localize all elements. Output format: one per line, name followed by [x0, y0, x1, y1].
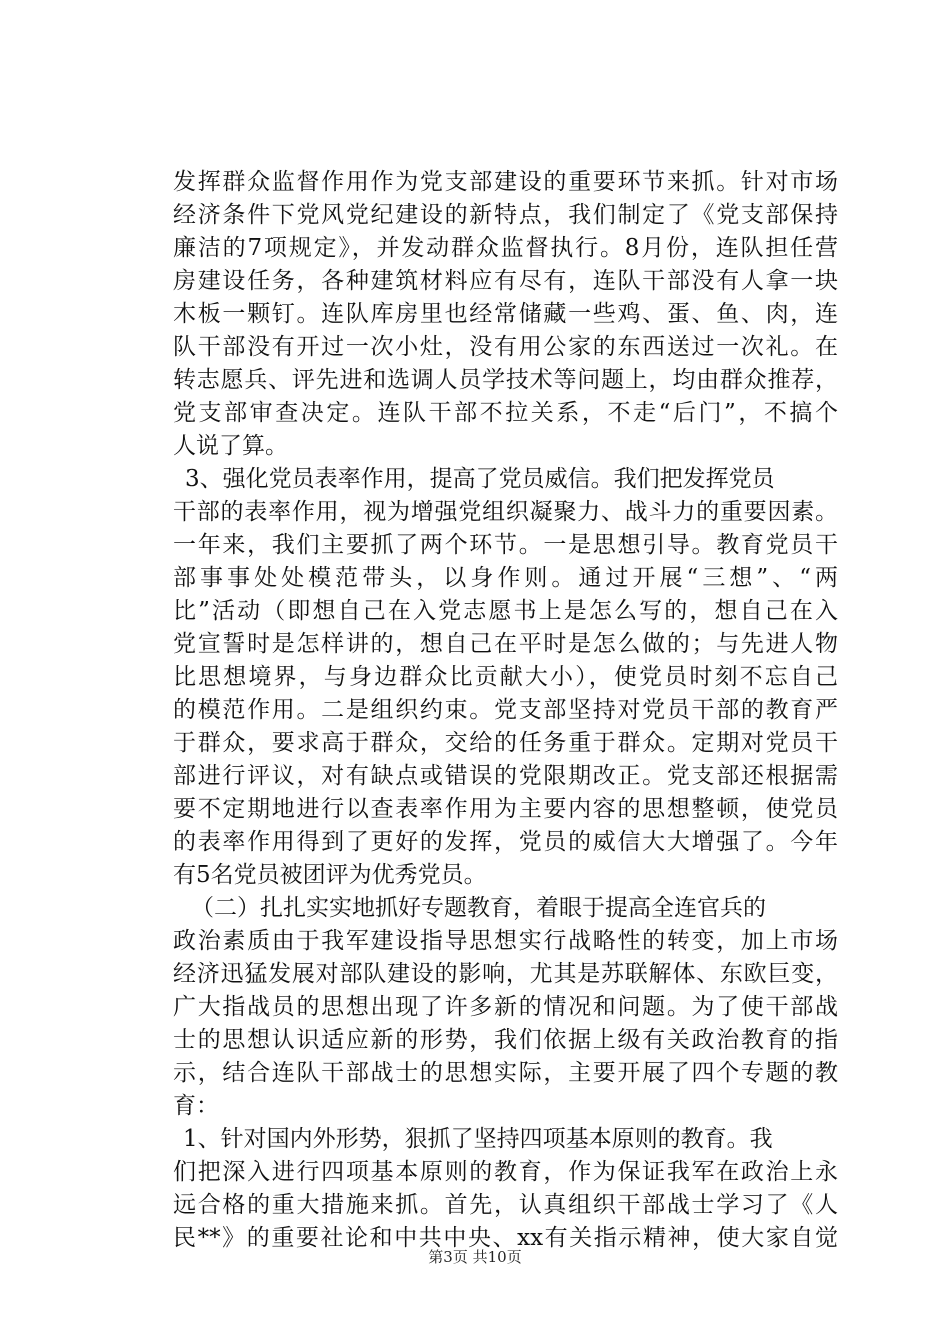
text-line: 廉洁的7项规定》，并发动群众监督执行。8月份，连队担任营: [173, 235, 838, 261]
text-line: 们把深入进行四项基本原则的教育，作为保证我军在政治上永: [173, 1159, 838, 1185]
text-line: 人说了算。: [173, 433, 288, 459]
text-line: 比思想境界，与身边群众比贡献大小），使党员时刻不忘自己: [173, 664, 838, 690]
text-line: 有5名党员被团评为优秀党员。: [173, 862, 487, 888]
text-line: 示，结合连队干部战士的思想实际，主要开展了四个专题的教: [173, 1060, 838, 1086]
text-line: 政治素质由于我军建设指导思想实行战略性的转变，加上市场: [173, 928, 838, 954]
text-line: 的模范作用。二是组织约束。党支部坚持对党员干部的教育严: [173, 697, 838, 723]
page-number-footer: 第3页 共10页: [428, 1248, 522, 1266]
text-line: 干部的表率作用，视为增强党组织凝聚力、战斗力的重要因素。: [173, 499, 838, 525]
section-heading-line: （二）扎扎实实地抓好专题教育，着眼于提高全连官兵的: [191, 895, 766, 921]
text-line: 房建设任务，各种建筑材料应有尽有，连队干部没有人拿一块: [173, 268, 838, 294]
paragraph-start-line: 1、针对国内外形势，狠抓了坚持四项基本原则的教育。我: [183, 1126, 773, 1152]
text-line: 发挥群众监督作用作为党支部建设的重要环节来抓。针对市场: [173, 169, 838, 195]
text-line: 广大指战员的思想出现了许多新的情况和问题。为了使干部战: [173, 994, 838, 1020]
text-line: 士的思想认识适应新的形势，我们依据上级有关政治教育的指: [173, 1027, 838, 1053]
text-line: 要不定期地进行以查表率作用为主要内容的思想整顿，使党员: [173, 796, 838, 822]
text-line: 队干部没有开过一次小灶，没有用公家的东西送过一次礼。在: [173, 334, 838, 360]
text-line: 比”活动（即想自己在入党志愿书上是怎么写的，想自己在入: [173, 598, 838, 624]
text-line: 部事事处处模范带头，以身作则。通过开展“三想”、“两: [173, 565, 838, 591]
text-line: 育：: [173, 1093, 219, 1119]
paragraph-start-line: 3、强化党员表率作用，提高了党员威信。我们把发挥党员: [185, 466, 775, 492]
text-line: 党支部审查决定。连队干部不拉关系，不走“后门”，不搞个: [173, 400, 838, 426]
text-line: 远合格的重大措施来抓。首先，认真组织干部战士学习了《人: [173, 1192, 838, 1218]
text-line: 经济迅猛发展对部队建设的影响，尤其是苏联解体、东欧巨变，: [173, 961, 838, 987]
text-line: 部进行评议，对有缺点或错误的党限期改正。党支部还根据需: [173, 763, 838, 789]
text-line: 的表率作用得到了更好的发挥，党员的威信大大增强了。今年: [173, 829, 838, 855]
text-line: 经济条件下党风党纪建设的新特点，我们制定了《党支部保持: [173, 202, 838, 228]
text-line: 民**》的重要社论和中共中央、xx有关指示精神，使大家自觉: [173, 1225, 838, 1251]
text-line: 木板一颗钉。连队库房里也经常储藏一些鸡、蛋、鱼、肉，连: [173, 301, 838, 327]
text-line: 一年来，我们主要抓了两个环节。一是思想引导。教育党员干: [173, 532, 838, 558]
text-line: 党宣誓时是怎样讲的，想自己在平时是怎么做的；与先进人物: [173, 631, 838, 657]
text-line: 于群众，要求高于群众，交给的任务重于群众。定期对党员干: [173, 730, 838, 756]
document-body: [173, 166, 838, 1255]
text-line: 转志愿兵、评先进和选调人员学技术等问题上，均由群众推荐，: [173, 367, 838, 393]
